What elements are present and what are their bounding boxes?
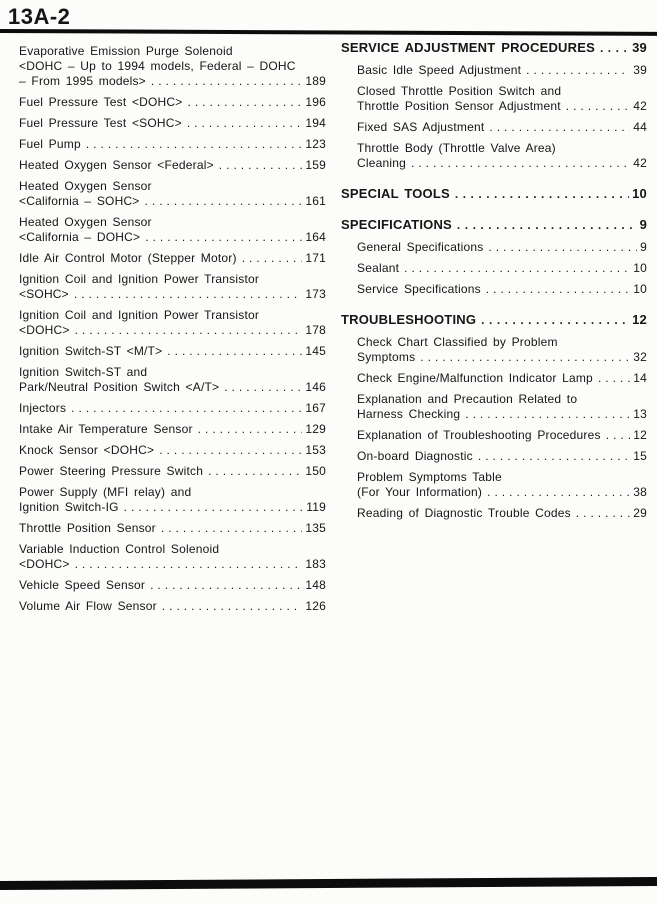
toc-entry-label: <DOHC> bbox=[19, 557, 70, 571]
toc-entry-label: Check Engine/Malfunction Indicator Lamp bbox=[357, 371, 593, 385]
dot-leader bbox=[600, 40, 629, 56]
toc-entry bbox=[357, 120, 647, 135]
toc-entry-label: Ignition Switch-ST <M/T> bbox=[19, 344, 163, 358]
toc-entry-label: Cleaning bbox=[357, 156, 406, 170]
page-number: 12 bbox=[633, 428, 647, 442]
dot-leader bbox=[411, 156, 630, 171]
dot-leader bbox=[162, 599, 303, 614]
page-number: 194 bbox=[305, 116, 326, 130]
dot-leader bbox=[74, 287, 302, 302]
dot-leader bbox=[598, 371, 630, 386]
dot-leader bbox=[167, 344, 302, 359]
toc-entry-line: Throttle Body (Throttle Valve Area) bbox=[357, 141, 556, 155]
toc-entry-last-line bbox=[357, 282, 647, 297]
toc-entry bbox=[341, 186, 647, 202]
dot-leader bbox=[188, 95, 303, 110]
toc-entry bbox=[19, 401, 326, 416]
toc-section bbox=[341, 217, 647, 297]
toc-entry-label: Knock Sensor <DOHC> bbox=[19, 443, 155, 457]
toc-entry-last-line bbox=[19, 422, 326, 437]
toc-entry-last-line bbox=[19, 344, 326, 359]
toc-entry bbox=[357, 428, 647, 443]
toc-entry-last-line bbox=[19, 251, 326, 266]
toc-entry bbox=[357, 506, 647, 521]
toc-entry-label: Fixed SAS Adjustment bbox=[357, 120, 485, 134]
toc-entry-label: Injectors bbox=[19, 401, 67, 415]
toc-entry-last-line bbox=[357, 371, 647, 386]
toc-entry-last-line bbox=[357, 407, 647, 422]
page-number: 146 bbox=[305, 380, 326, 394]
dot-leader bbox=[124, 500, 304, 515]
toc-entry-last-line bbox=[357, 156, 647, 171]
toc-entry-label: Volume Air Flow Sensor bbox=[19, 599, 157, 613]
toc-entry-label: Fuel Pressure Test <SOHC> bbox=[19, 116, 182, 130]
toc-entry bbox=[19, 599, 326, 614]
dot-leader bbox=[71, 401, 302, 416]
dot-leader bbox=[404, 261, 630, 276]
page-number: 126 bbox=[305, 599, 326, 613]
toc-section bbox=[341, 40, 647, 171]
toc-entry-label: SERVICE ADJUSTMENT PROCEDURES bbox=[341, 40, 595, 55]
page-number: 15 bbox=[633, 449, 647, 463]
dot-leader bbox=[150, 578, 302, 593]
page-number: 13 bbox=[633, 407, 647, 421]
toc-entry-last-line bbox=[341, 40, 647, 56]
page-number: 39 bbox=[632, 40, 647, 55]
toc-entry-last-line bbox=[19, 287, 326, 302]
page-number: 189 bbox=[305, 74, 326, 88]
toc-entry-label: Ignition Switch-IG bbox=[19, 500, 119, 514]
dot-leader bbox=[161, 521, 303, 536]
toc-entry bbox=[357, 63, 647, 78]
toc-entry bbox=[19, 542, 326, 572]
dot-leader bbox=[489, 120, 630, 135]
toc-entry bbox=[19, 422, 326, 437]
toc-entry-line: Ignition Coil and Ignition Power Transistor bbox=[19, 308, 260, 322]
toc-entry bbox=[19, 137, 326, 152]
dot-leader bbox=[159, 443, 302, 458]
toc-entry-last-line bbox=[341, 312, 647, 328]
toc-entry bbox=[19, 308, 326, 338]
toc-entry-line: Heated Oxygen Sensor bbox=[19, 179, 152, 193]
toc-entry-label: Harness Checking bbox=[357, 407, 461, 421]
toc-entry-label: Heated Oxygen Sensor <Federal> bbox=[19, 158, 214, 172]
toc-entry-line: Power Supply (MFI relay) and bbox=[19, 485, 192, 499]
toc-entry bbox=[19, 95, 326, 110]
dot-leader bbox=[219, 158, 303, 173]
page-number: 10 bbox=[633, 282, 647, 296]
toc-entry-label: <SOHC> bbox=[19, 287, 69, 301]
toc-entry-last-line bbox=[19, 194, 326, 209]
toc-entry bbox=[19, 116, 326, 131]
page-number: 173 bbox=[305, 287, 326, 301]
toc-entry-last-line bbox=[357, 350, 647, 365]
toc-entry-line: Explanation and Precaution Related to bbox=[357, 392, 578, 406]
toc-entry-line: Ignition Switch-ST and bbox=[19, 365, 148, 379]
toc-entry-label: Park/Neutral Position Switch <A/T> bbox=[19, 380, 220, 394]
toc-entry-label: On-board Diagnostic bbox=[357, 449, 473, 463]
toc-section bbox=[341, 312, 647, 521]
toc-entry-last-line bbox=[357, 63, 647, 78]
toc-entry-label: General Specifications bbox=[357, 240, 484, 254]
page-number: 145 bbox=[305, 344, 326, 358]
toc-entry-line: Problem Symptoms Table bbox=[357, 470, 502, 484]
chapter-number: 13A-2 bbox=[8, 4, 71, 29]
toc-entry bbox=[357, 470, 647, 500]
toc-left-column bbox=[19, 44, 326, 620]
dot-leader bbox=[145, 194, 303, 209]
dot-leader bbox=[487, 485, 630, 500]
toc-entry-label: <DOHC> bbox=[19, 323, 70, 337]
toc-entry-line: Check Chart Classified by Problem bbox=[357, 335, 558, 349]
toc-entry-last-line bbox=[357, 240, 647, 255]
toc-entry bbox=[341, 312, 647, 328]
toc-entry bbox=[357, 84, 647, 114]
dot-leader bbox=[224, 380, 302, 395]
page-number: 32 bbox=[633, 350, 647, 364]
toc-entry-label: Sealant bbox=[357, 261, 400, 275]
page-number: 123 bbox=[305, 137, 326, 151]
page-number: 29 bbox=[633, 506, 647, 520]
toc-entry-label: Vehicle Speed Sensor bbox=[19, 578, 146, 592]
toc-entry-last-line bbox=[19, 557, 326, 572]
dot-leader bbox=[486, 282, 630, 297]
dot-leader bbox=[526, 63, 630, 78]
dot-leader bbox=[481, 312, 629, 328]
toc-entry-last-line bbox=[19, 599, 326, 614]
toc-entry-label: – From 1995 models> bbox=[19, 74, 146, 88]
toc-entry-label: Reading of Diagnostic Trouble Codes bbox=[357, 506, 571, 520]
toc-entry bbox=[357, 282, 647, 297]
toc-entry-last-line bbox=[357, 99, 647, 114]
dot-leader bbox=[566, 99, 630, 114]
dot-leader bbox=[455, 186, 629, 202]
toc-entry-line: Variable Induction Control Solenoid bbox=[19, 542, 220, 556]
toc-entry-label: Intake Air Temperature Sensor bbox=[19, 422, 193, 436]
toc-entry bbox=[19, 485, 326, 515]
dot-leader bbox=[75, 323, 303, 338]
toc-entry bbox=[357, 371, 647, 386]
toc-entry-line: Closed Throttle Position Switch and bbox=[357, 84, 562, 98]
page-number: 159 bbox=[305, 158, 326, 172]
toc-entry bbox=[19, 272, 326, 302]
toc-entry-label: (For Your Information) bbox=[357, 485, 483, 499]
dot-leader bbox=[187, 116, 303, 131]
page-number: 183 bbox=[305, 557, 326, 571]
toc-entry-label: SPECIFICATIONS bbox=[341, 217, 452, 232]
page-number: 42 bbox=[633, 156, 647, 170]
toc-entry-last-line bbox=[357, 485, 647, 500]
toc-entry-last-line bbox=[357, 428, 647, 443]
page-number: 129 bbox=[305, 422, 326, 436]
toc-entry-label: Throttle Position Sensor Adjustment bbox=[357, 99, 561, 113]
toc-entry-last-line bbox=[19, 401, 326, 416]
toc-entry-label: Service Specifications bbox=[357, 282, 481, 296]
page-number: 10 bbox=[632, 186, 647, 201]
toc-entry bbox=[19, 521, 326, 536]
toc-entry-label: <California – SOHC> bbox=[19, 194, 140, 208]
toc-entry bbox=[357, 392, 647, 422]
dot-leader bbox=[465, 407, 630, 422]
page-number: 178 bbox=[305, 323, 326, 337]
page-number: 14 bbox=[633, 371, 647, 385]
page-number: 153 bbox=[305, 443, 326, 457]
page-number: 171 bbox=[305, 251, 326, 265]
toc-entry-label: Power Steering Pressure Switch bbox=[19, 464, 204, 478]
toc-entry-last-line bbox=[19, 521, 326, 536]
page-number: 164 bbox=[305, 230, 326, 244]
toc-entry bbox=[341, 40, 647, 56]
toc-entry-last-line bbox=[357, 261, 647, 276]
toc-entry-label: <California – DOHC> bbox=[19, 230, 141, 244]
toc-entry-line: Heated Oxygen Sensor bbox=[19, 215, 152, 229]
toc-entry bbox=[19, 365, 326, 395]
toc-entry-label: Symptoms bbox=[357, 350, 416, 364]
toc-entry-last-line bbox=[19, 74, 326, 89]
toc-entry-last-line bbox=[19, 443, 326, 458]
toc-entry bbox=[19, 464, 326, 479]
toc-entry-last-line bbox=[19, 323, 326, 338]
toc-entry-last-line bbox=[19, 95, 326, 110]
toc-entry-label: Idle Air Control Motor (Stepper Motor) bbox=[19, 251, 237, 265]
toc-entry bbox=[19, 251, 326, 266]
page-number: 44 bbox=[633, 120, 647, 134]
dot-leader bbox=[151, 74, 303, 89]
toc-entry-last-line bbox=[19, 230, 326, 245]
toc-entry bbox=[19, 344, 326, 359]
dot-leader bbox=[606, 428, 631, 443]
toc-entry bbox=[341, 217, 647, 233]
dot-leader bbox=[420, 350, 630, 365]
dot-leader bbox=[198, 422, 303, 437]
toc-entry-line: Ignition Coil and Ignition Power Transistor bbox=[19, 272, 260, 286]
toc-entry-last-line bbox=[19, 137, 326, 152]
dot-leader bbox=[457, 217, 637, 233]
toc-entry bbox=[19, 215, 326, 245]
toc-entry-last-line bbox=[19, 464, 326, 479]
toc-entry bbox=[357, 141, 647, 171]
toc-entry bbox=[19, 443, 326, 458]
toc-entry bbox=[19, 44, 326, 89]
page-number: 196 bbox=[305, 95, 326, 109]
toc-entry bbox=[19, 179, 326, 209]
toc-entry-last-line bbox=[357, 449, 647, 464]
toc-entry bbox=[19, 158, 326, 173]
toc-entry-label: Fuel Pump bbox=[19, 137, 81, 151]
toc-right-column bbox=[341, 40, 647, 527]
toc-entry-last-line bbox=[19, 380, 326, 395]
toc-entry-line: Evaporative Emission Purge Solenoid bbox=[19, 44, 233, 58]
dot-leader bbox=[145, 230, 302, 245]
toc-entry bbox=[19, 578, 326, 593]
toc-entry-line: <DOHC – Up to 1994 models, Federal – DOHC bbox=[19, 59, 296, 73]
dot-leader bbox=[488, 240, 637, 255]
page-number: 150 bbox=[305, 464, 326, 478]
toc-entry bbox=[357, 240, 647, 255]
toc-section bbox=[341, 186, 647, 202]
toc-entry-last-line bbox=[19, 158, 326, 173]
page-number: 9 bbox=[639, 217, 647, 232]
toc-entry-label: Explanation of Troubleshooting Procedures bbox=[357, 428, 601, 442]
dot-leader bbox=[75, 557, 303, 572]
page-number: 38 bbox=[633, 485, 647, 499]
page-number: 9 bbox=[640, 240, 647, 254]
toc-entry-last-line bbox=[19, 116, 326, 131]
dot-leader bbox=[208, 464, 302, 479]
toc-entry bbox=[357, 261, 647, 276]
page-number: 135 bbox=[305, 521, 326, 535]
dot-leader bbox=[242, 251, 303, 266]
footer-bar bbox=[0, 877, 657, 890]
toc-entry-label: Basic Idle Speed Adjustment bbox=[357, 63, 522, 77]
toc-entry-last-line bbox=[357, 120, 647, 135]
page-number: 10 bbox=[633, 261, 647, 275]
page-number: 12 bbox=[632, 312, 647, 327]
toc-entry-last-line bbox=[19, 578, 326, 593]
toc-entry-label: SPECIAL TOOLS bbox=[341, 186, 450, 201]
page-number: 161 bbox=[305, 194, 326, 208]
toc-entry-last-line bbox=[357, 506, 647, 521]
toc-entry-label: Fuel Pressure Test <DOHC> bbox=[19, 95, 183, 109]
dot-leader bbox=[86, 137, 303, 152]
toc-entry-last-line bbox=[19, 500, 326, 515]
dot-leader bbox=[576, 506, 630, 521]
page-number: 148 bbox=[305, 578, 326, 592]
page-number: 39 bbox=[633, 63, 647, 77]
toc-entry-label: TROUBLESHOOTING bbox=[341, 312, 477, 327]
page-number: 119 bbox=[306, 500, 326, 514]
toc-entry bbox=[357, 449, 647, 464]
toc-entry-last-line bbox=[341, 217, 647, 233]
toc-entry-label: Throttle Position Sensor bbox=[19, 521, 156, 535]
page-number: 167 bbox=[305, 401, 326, 415]
page-number: 42 bbox=[633, 99, 647, 113]
dot-leader bbox=[478, 449, 630, 464]
toc-entry bbox=[357, 335, 647, 365]
header-rule bbox=[0, 29, 657, 36]
toc-entry-last-line bbox=[341, 186, 647, 202]
